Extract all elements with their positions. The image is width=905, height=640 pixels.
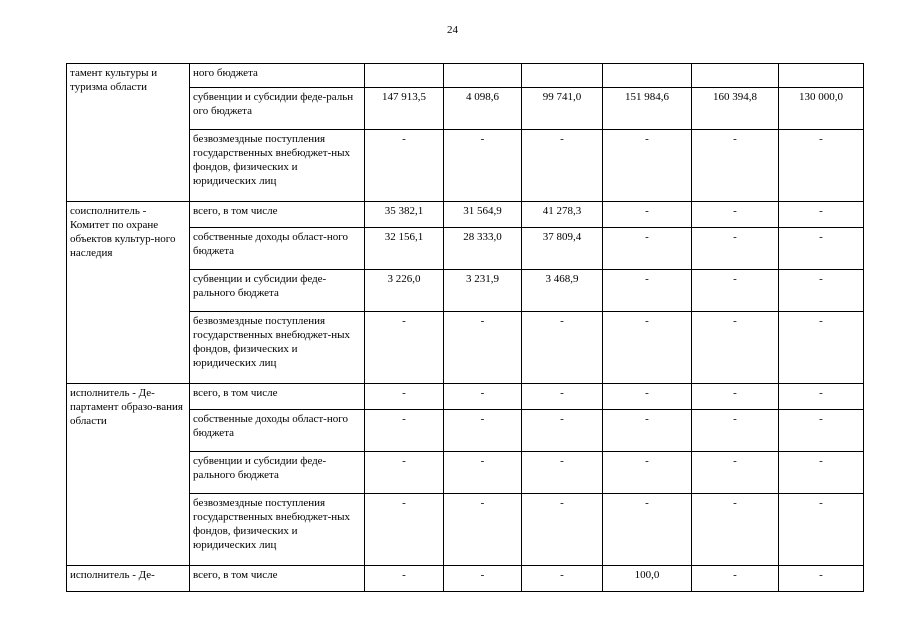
value-cell: -: [779, 452, 864, 494]
value-cell: -: [603, 228, 692, 270]
value-cell: [779, 64, 864, 88]
value-cell: -: [692, 410, 779, 452]
value-cell: -: [692, 228, 779, 270]
value-cell: 160 394,8: [692, 88, 779, 130]
value-cell: -: [779, 384, 864, 410]
value-cell: 28 333,0: [444, 228, 522, 270]
value-cell: -: [365, 384, 444, 410]
value-cell: -: [779, 228, 864, 270]
source-label-cell: собственные доходы област-ного бюджета: [190, 410, 365, 452]
value-cell: -: [522, 494, 603, 566]
source-label-cell: субвенции и субсидии феде-ральн ого бюджета: [190, 88, 365, 130]
value-cell: 3 468,9: [522, 270, 603, 312]
table-row: [67, 64, 864, 88]
value-cell: -: [603, 202, 692, 228]
value-cell: -: [692, 130, 779, 202]
executor-cell: исполнитель - Де-партамент образо-вания области: [67, 384, 190, 566]
value-cell: -: [603, 452, 692, 494]
value-cell: [444, 64, 522, 88]
value-cell: -: [692, 312, 779, 384]
value-cell: -: [444, 384, 522, 410]
value-cell: 32 156,1: [365, 228, 444, 270]
value-cell: 130 000,0: [779, 88, 864, 130]
value-cell: -: [365, 130, 444, 202]
value-cell: 151 984,6: [603, 88, 692, 130]
source-label-cell: субвенции и субсидии феде-рального бюджета: [190, 270, 365, 312]
value-cell: -: [365, 452, 444, 494]
value-cell: -: [444, 494, 522, 566]
value-cell: -: [522, 130, 603, 202]
value-cell: -: [444, 130, 522, 202]
value-cell: -: [779, 202, 864, 228]
value-cell: -: [603, 384, 692, 410]
value-cell: -: [365, 566, 444, 592]
value-cell: 100,0: [603, 566, 692, 592]
value-cell: 3 226,0: [365, 270, 444, 312]
value-cell: -: [692, 566, 779, 592]
value-cell: 37 809,4: [522, 228, 603, 270]
value-cell: 31 564,9: [444, 202, 522, 228]
value-cell: [603, 64, 692, 88]
value-cell: -: [603, 410, 692, 452]
value-cell: 35 382,1: [365, 202, 444, 228]
value-cell: [522, 64, 603, 88]
value-cell: 3 231,9: [444, 270, 522, 312]
value-cell: -: [444, 566, 522, 592]
value-cell: [365, 64, 444, 88]
value-cell: -: [365, 494, 444, 566]
value-cell: -: [603, 312, 692, 384]
source-label-cell: безвозмездные поступления государственных внебюджет-ных фондов, физических и юридических лиц: [190, 130, 365, 202]
value-cell: -: [692, 202, 779, 228]
value-cell: -: [603, 130, 692, 202]
value-cell: -: [444, 312, 522, 384]
executor-cell: соисполнитель - Комитет по охране объектов культур-ного наследия: [67, 202, 190, 384]
table-row: [67, 202, 864, 228]
source-label-cell: субвенции и субсидии феде-рального бюджета: [190, 452, 365, 494]
source-label-cell: собственные доходы област-ного бюджета: [190, 228, 365, 270]
source-label-cell: безвозмездные поступления государственных внебюджет-ных фондов, физических и юридических лиц: [190, 494, 365, 566]
source-label-cell: всего, в том числе: [190, 202, 365, 228]
source-label-cell: всего, в том числе: [190, 566, 365, 592]
value-cell: -: [444, 410, 522, 452]
value-cell: -: [522, 452, 603, 494]
budget-table: [66, 63, 864, 592]
value-cell: -: [522, 566, 603, 592]
value-cell: -: [692, 494, 779, 566]
value-cell: -: [779, 410, 864, 452]
value-cell: -: [779, 494, 864, 566]
executor-cell: исполнитель - Де-: [67, 566, 190, 592]
page-number: 24: [447, 24, 458, 36]
value-cell: 41 278,3: [522, 202, 603, 228]
value-cell: -: [779, 130, 864, 202]
value-cell: -: [692, 452, 779, 494]
value-cell: -: [365, 312, 444, 384]
value-cell: 99 741,0: [522, 88, 603, 130]
value-cell: -: [603, 494, 692, 566]
table-row: [67, 566, 864, 592]
value-cell: -: [779, 270, 864, 312]
executor-cell: тамент культуры и туризма области: [67, 64, 190, 202]
value-cell: [692, 64, 779, 88]
value-cell: 147 913,5: [365, 88, 444, 130]
value-cell: -: [522, 384, 603, 410]
value-cell: -: [779, 566, 864, 592]
value-cell: -: [779, 312, 864, 384]
value-cell: -: [692, 384, 779, 410]
table-row: [67, 384, 864, 410]
source-label-cell: всего, в том числе: [190, 384, 365, 410]
source-label-cell: безвозмездные поступления государственных внебюджет-ных фондов, физических и юридических лиц: [190, 312, 365, 384]
source-label-cell: ного бюджета: [190, 64, 365, 88]
value-cell: -: [522, 410, 603, 452]
value-cell: -: [365, 410, 444, 452]
value-cell: 4 098,6: [444, 88, 522, 130]
value-cell: -: [692, 270, 779, 312]
value-cell: -: [444, 452, 522, 494]
value-cell: -: [603, 270, 692, 312]
value-cell: -: [522, 312, 603, 384]
